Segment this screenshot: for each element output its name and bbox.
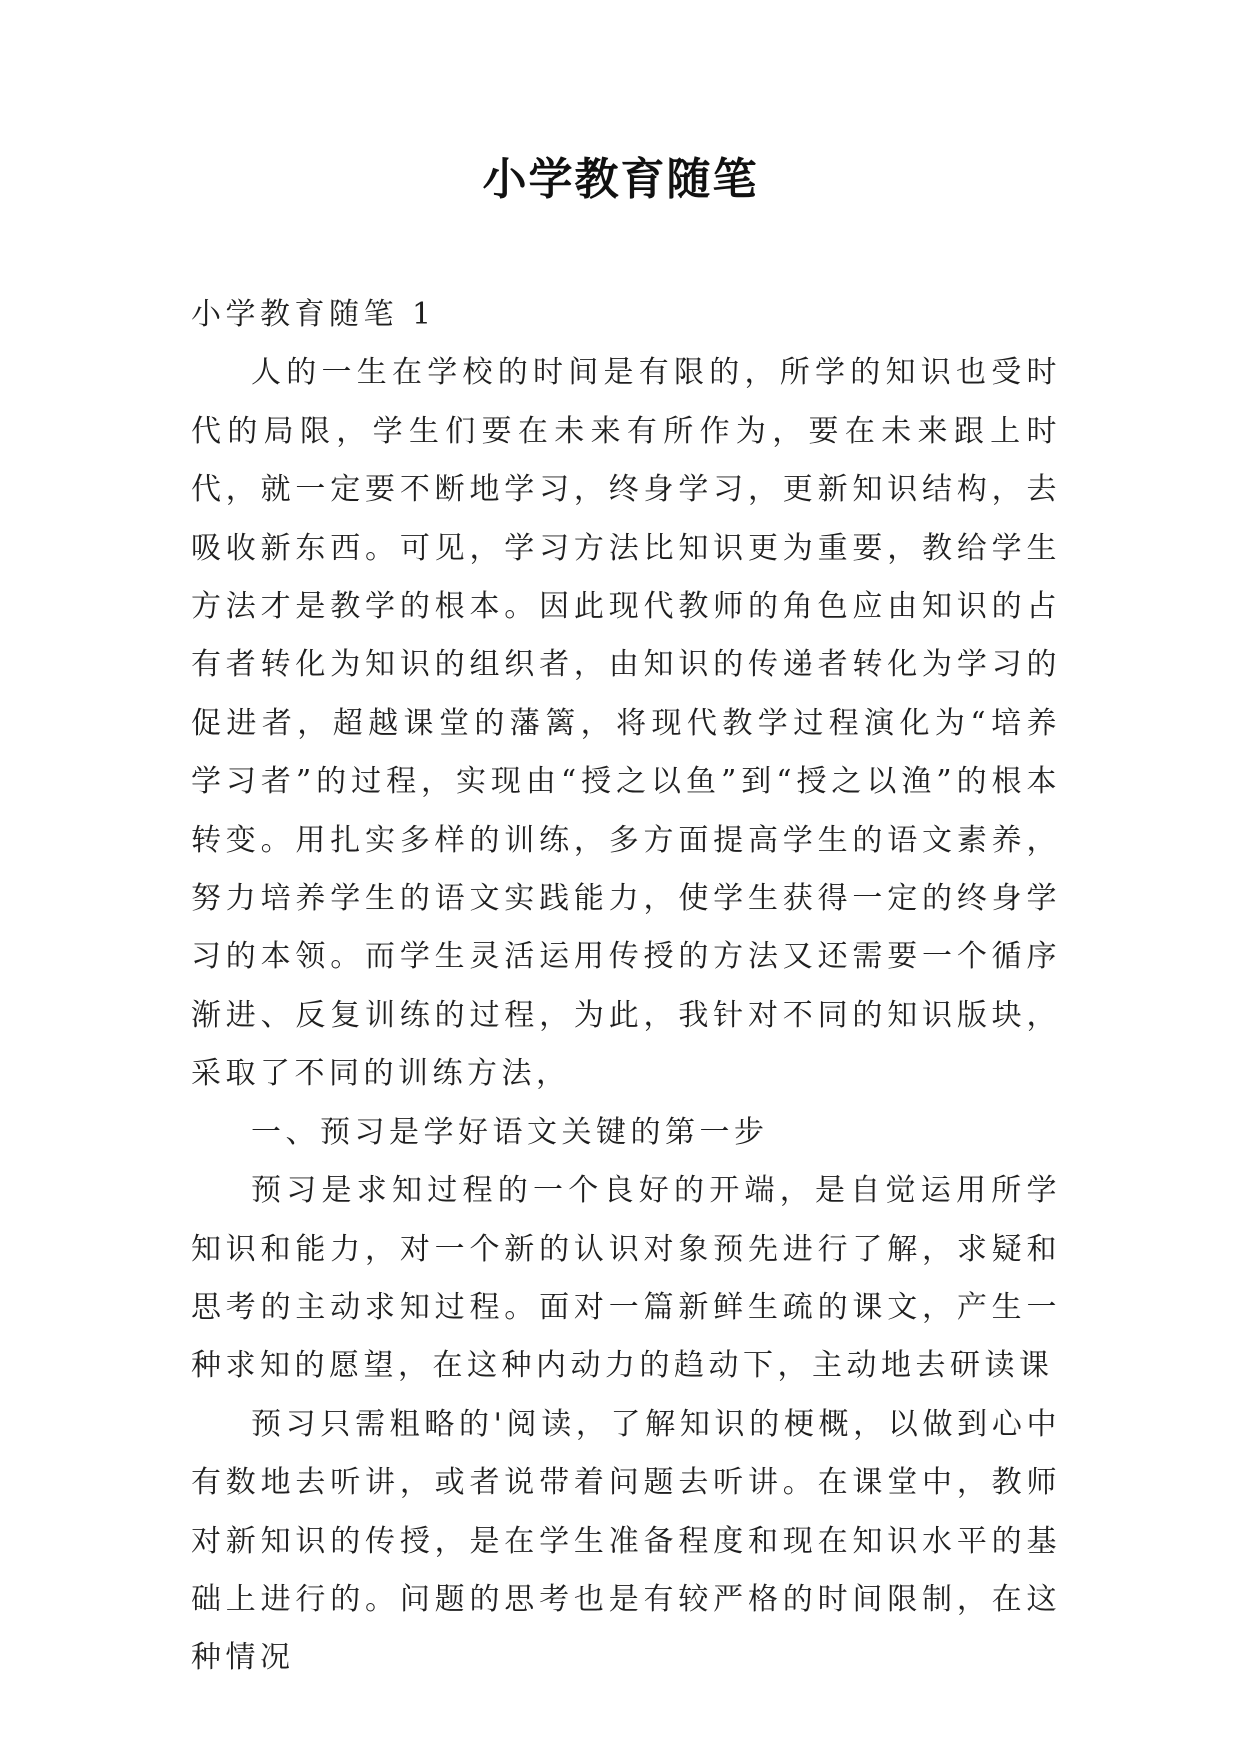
document-title: 小学教育随笔	[482, 154, 759, 205]
section-heading: 小学教育随笔 1	[191, 297, 436, 332]
document-body	[191, 286, 1061, 1688]
paragraph-preview-method: 预习只需粗略的'阅读，了解知识的梗概，以做到心中有数地去听讲，或者说带着问题去听讲。在课堂中，教师对新知识的传授，是在学生准备程度和现在知识水平的基础上进行的。问题的思考也是有较严格的时间限制，在这种情况	[191, 1406, 1061, 1676]
paragraph-intro: 人的一生在学校的时间是有限的，所学的知识也受时代的局限，学生们要在未来有所作为，要在未来跟上时代，就一定要不断地学习，终身学习，更新知识结构，去吸收新东西。可见，学习方法比知识更为重要，教给学生方法才是教学的根本。因此现代教师的角色应由知识的占有者转化为知识的组织者，由知识的传递者转化为学习的促进者，超越课堂的藩篱，将现代教学过程演化为“培养学习者”的过程，实现由“授之以鱼”到“授之以渔”的根本转变。用扎实多样的训练，多方面提高学生的语文素养，努力培养学生的语文实践能力，使学生获得一定的终身学习的本领。而学生灵活运用传授的方法又还需要一个循序渐进、反复训练的过程，为此，我针对不同的知识版块，采取了不同的训练方法，	[191, 355, 1061, 1092]
subheading-preview-step: 一、预习是学好语文关键的第一步	[251, 1114, 769, 1150]
paragraph-preview-definition: 预习是求知过程的一个良好的开端，是自觉运用所学知识和能力，对一个新的认识对象预先进行了解，求疑和思考的主动求知过程。面对一篇新鲜生疏的课文，产生一种求知的愿望，在这种内动力的趋动下，主动地去研读课	[191, 1173, 1061, 1384]
